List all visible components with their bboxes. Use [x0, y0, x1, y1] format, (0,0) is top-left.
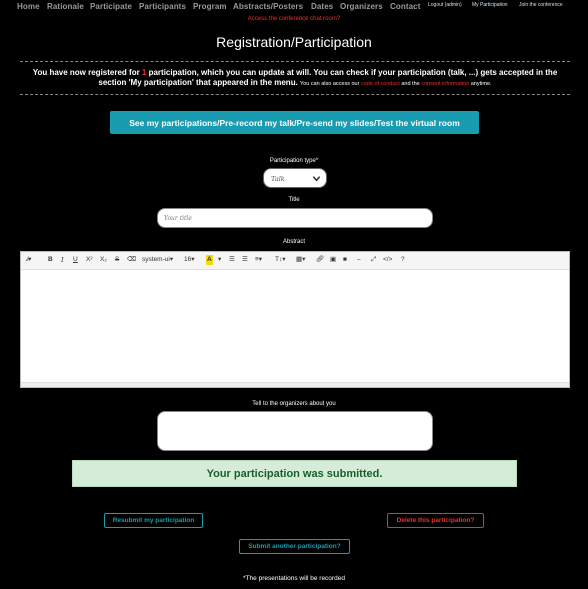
resubmit-button[interactable]: Resubmit my participation — [104, 513, 203, 528]
highlight-color-icon[interactable]: A — [207, 256, 212, 263]
submit-another-button[interactable]: Submit another participation? — [239, 539, 350, 554]
divider-top — [20, 61, 570, 62]
title-label: Title — [288, 197, 300, 203]
nav-my-participation[interactable]: My Participation — [472, 2, 508, 8]
eraser-icon[interactable]: ⌫ — [127, 256, 137, 263]
title-placeholder: Your title — [164, 215, 192, 222]
participation-count: 1 — [141, 68, 147, 77]
editor-toolbar — [21, 252, 569, 270]
fullscreen-icon[interactable]: ⤢ — [371, 256, 377, 263]
horizontal-rule-icon[interactable]: – — [357, 256, 361, 263]
delete-participation-button[interactable]: Delete this participation? — [387, 513, 484, 528]
nav-dates[interactable]: Dates — [311, 2, 334, 11]
line-height-dropdown-icon[interactable]: T↕▾ — [275, 256, 286, 263]
subscript-icon[interactable]: X₂ — [100, 256, 107, 263]
participation-type-value: Talk — [271, 175, 285, 183]
nav-participate[interactable]: Participate — [90, 2, 133, 11]
code-of-conduct-link[interactable]: code of conduct — [360, 81, 400, 87]
page-title: Registration/Participation — [216, 34, 372, 50]
image-icon[interactable]: ▣ — [330, 256, 337, 263]
align-dropdown-icon[interactable]: ≡▾ — [255, 256, 263, 263]
bold-icon[interactable]: B — [48, 256, 53, 263]
nav-organizers[interactable]: Organizers — [340, 2, 383, 11]
about-textarea[interactable] — [157, 411, 433, 451]
color-dropdown-icon[interactable]: ▾ — [218, 256, 222, 263]
nav-home[interactable]: Home — [17, 2, 40, 11]
font-size-dropdown[interactable]: 16▾ — [184, 256, 195, 263]
about-label: Tell to the organizers about you — [252, 401, 336, 407]
see-my-participations-button[interactable]: See my participations/Pre-record my talk/Pre-send my slides/Test the virtual room — [110, 111, 479, 134]
top-nav — [0, 0, 588, 14]
nav-contact[interactable]: Contact — [390, 2, 421, 11]
help-icon[interactable]: ? — [401, 256, 405, 263]
superscript-icon[interactable]: X² — [86, 256, 93, 263]
nav-abstracts-posters[interactable]: Abstracts/Posters — [233, 2, 304, 11]
unordered-list-icon[interactable]: ☰ — [229, 256, 235, 263]
nav-program[interactable]: Program — [193, 2, 227, 11]
video-icon[interactable]: ■ — [343, 256, 347, 263]
table-dropdown-icon[interactable]: ▦▾ — [296, 256, 306, 263]
divider-bottom — [20, 94, 570, 95]
nav-logout[interactable]: Logout (admin) — [428, 2, 462, 8]
recording-note: *The presentations will be recorded — [243, 575, 345, 582]
consent-information-link[interactable]: consent information — [421, 81, 470, 87]
notice-text-2: participation, which you can update at will. You can check if your participation (talk, ...) gets accepted in the section 'My participation' that appeared in the menu. — [98, 68, 558, 87]
participation-type-select[interactable] — [263, 168, 327, 188]
nav-participants[interactable]: Participants — [139, 2, 186, 11]
font-family-value: system-ui — [142, 256, 170, 263]
code-view-icon[interactable]: </> — [383, 256, 393, 263]
participation-type-label: Participation type* — [269, 158, 319, 164]
abstract-editor[interactable] — [20, 251, 570, 388]
title-input[interactable] — [157, 208, 433, 228]
registration-notice — [18, 68, 572, 89]
magic-wand-icon[interactable]: ⁄̷▾ — [27, 256, 32, 263]
notice-small-3: anytime. — [469, 81, 492, 87]
font-size-value: 16 — [184, 256, 192, 263]
underline-icon[interactable]: U — [73, 256, 78, 263]
strikethrough-icon[interactable]: S — [115, 256, 120, 263]
notice-text-1: You have now registered for — [32, 68, 142, 77]
notice-small-2: and the — [399, 81, 422, 87]
link-icon[interactable]: 🔗︎ — [316, 256, 325, 263]
ordered-list-icon[interactable]: ☰ — [242, 256, 248, 263]
chevron-down-icon — [312, 174, 321, 183]
chat-room-link[interactable]: Access the conference chat room? — [247, 16, 341, 22]
editor-resize-bar[interactable] — [21, 382, 569, 387]
success-alert: Your participation was submitted. — [72, 460, 517, 487]
nav-rationale[interactable]: Rationale — [47, 2, 84, 11]
abstract-label: Abstract — [282, 239, 305, 245]
nav-join-conference[interactable]: Join the conference — [519, 2, 563, 8]
notice-small-1: You can also access our — [300, 81, 361, 87]
italic-icon[interactable]: I — [61, 256, 64, 264]
font-family-dropdown[interactable]: system-ui▾ — [142, 256, 174, 263]
